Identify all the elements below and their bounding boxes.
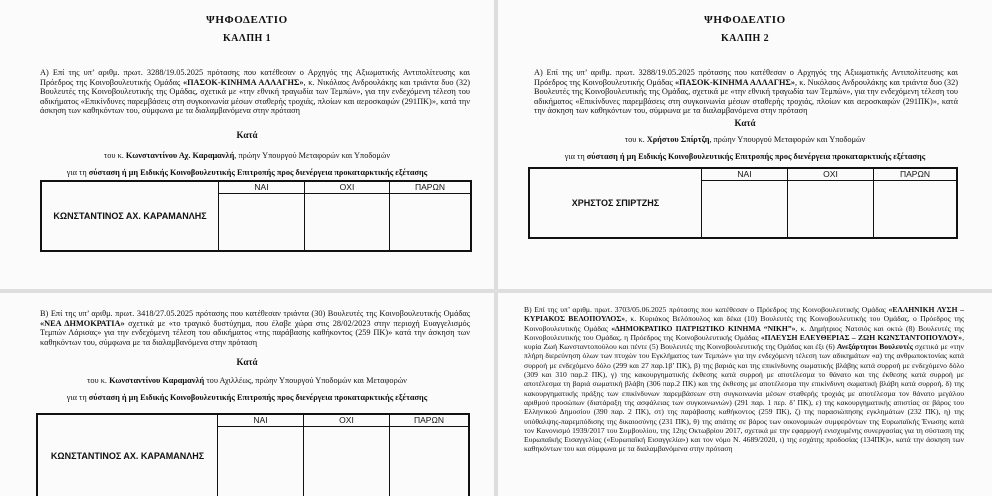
vote-box-no[interactable] (788, 181, 874, 237)
vote-header-present: ΠΑΡΩΝ (390, 415, 468, 427)
ballot1-proposal-a-page (0, 0, 494, 289)
vote-box-present[interactable] (874, 181, 956, 237)
vote-header-yes: ΝΑΙ (219, 182, 305, 194)
purpose-line: για τη σύσταση ή μη Ειδικής Κοινοβουλευτικής Επιτροπής προς διενέργεια προκαταρκτικής εξέτασης (66, 393, 428, 402)
proposal-a-text: Α) Επί της υπ’ αριθμ. πρωτ. 3288/19.05.2025 πρότασης που κατέθεσαν ο Αρχηγός της Αξιωματικής Αντιπολίτευσης και Πρόεδρος της Κοινοβουλευτικής Ομάδας «ΠΑΣΟΚ-ΚΙΝΗΜΑ ΑΛΛΑΓΗΣ», κ. Νικόλαος Ανδρουλάκης και τριάντα δυο (32) Βουλευτές της Κοινοβουλευτικής της Ομάδας, σχετικά με «την εθνική τραγωδία των Τεμπών», για την ενδεχόμενη τέλεση του αδικήματος «Επικίνδυνες παρεμβάσεις στη συγκοινωνία μέσων σταθερής τροχιάς, πλοίων και αεροσκαφών (291ΠΚ)», κατά την άσκηση των καθηκόντων του, σύμφωνα με τα διαλαμβανόμενα στην πρόταση (534, 68, 958, 116)
vote-box-no[interactable] (304, 427, 390, 496)
against-label: Κατά (734, 118, 756, 128)
vote-header-no: ΟΧΙ (788, 169, 874, 181)
against-person: του κ. Κωνσταντίνου Αχ. Καραμανλή, πρώην Υπουργού Μεταφορών και Υποδομών (103, 151, 391, 160)
vote-header-no: ΟΧΙ (304, 415, 390, 427)
vote-box-present[interactable] (390, 427, 468, 496)
against-label: Κατά (236, 130, 258, 140)
ballot1-proposal-b-page (0, 293, 494, 496)
candidate-name: ΧΡΗΣΤΟΣ ΣΠΙΡΤΖΗΣ (530, 169, 702, 237)
vote-header-yes: ΝΑΙ (702, 169, 788, 181)
vote-box-yes[interactable] (702, 181, 788, 237)
vote-header-present: ΠΑΡΩΝ (874, 169, 956, 181)
candidate-name: ΚΩΝΣΤΑΝΤΙΝΟΣ ΑΧ. ΚΑΡΑΜΑΝΛΗΣ (42, 182, 219, 250)
ballot-subtitle: ΚΑΛΠΗ 1 (222, 33, 272, 44)
vote-header-yes: ΝΑΙ (218, 415, 304, 427)
vote-table (40, 180, 472, 252)
proposal-a-text: Α) Επί της υπ’ αριθμ. πρωτ. 3288/19.05.2025 πρότασης που κατέθεσαν ο Αρχηγός της Αξιωματικής Αντιπολίτευσης και Πρόεδρος της Κοινοβουλευτικής Ομάδας «ΠΑΣΟΚ-ΚΙΝΗΜΑ ΑΛΛΑΓΗΣ», κ. Νικόλαος Ανδρουλάκης και τριάντα δυο (32) Βουλευτές της Κοινοβουλευτικής της Ομάδας, σχετικά με «την εθνική τραγωδία των Τεμπών», για την ενδεχόμενη τέλεση του αδικήματος «Επικίνδυνες παρεμβάσεις στη συγκοινωνία μέσων σταθερής τροχιάς, πλοίων και αεροσκαφών (291ΠΚ)», κατά την άσκηση των καθηκόντων του, σύμφωνα με τα διαλαμβανόμενα στην πρόταση (40, 68, 470, 116)
purpose-line: για τη σύσταση ή μη Ειδικής Κοινοβουλευτικής Επιτροπής προς διενέργεια προκαταρκτικής εξέτασης (66, 168, 428, 177)
vote-header-no: ΟΧΙ (305, 182, 390, 194)
ballot-title: ΨΗΦΟΔΕΛΤΙΟ (704, 14, 786, 26)
vote-box-yes[interactable] (219, 194, 305, 250)
purpose-line: για τη σύσταση ή μη Ειδικής Κοινοβουλευτικής Επιτροπής προς διενέργεια προκαταρκτικής εξέτασης (564, 152, 926, 161)
vote-box-present[interactable] (390, 194, 470, 250)
vote-table (528, 167, 958, 239)
vote-box-yes[interactable] (218, 427, 304, 496)
vote-table (36, 413, 470, 496)
against-person: του κ. Χρήστου Σπίρτζη, πρώην Υπουργού Μεταφορών και Υποδομών (624, 135, 866, 144)
against-label: Κατά (236, 357, 258, 367)
against-person: του κ. Κωνσταντίνου Καραμανλή του Αχιλλέως, πρώην Υπουργού Υποδομών και Μεταφορών (87, 376, 407, 385)
proposal-b-text: Β) Επί της υπ’ αριθμ. πρωτ. 3703/05.06.2025 πρότασης που κατέθεσαν ο Πρόεδρος της Κοινοβουλευτικής Ομάδας «ΕΛΛΗΝΙΚΗ ΛΥΣΗ – ΚΥΡΙΑΚΟΣ ΒΕΛΟΠΟΥΛΟΣ», κ. Κυριάκος Βελόπουλος και δέκα (10) Βουλευτές της Κοινοβουλευτικής του Ομάδας, ο Πρόεδρος της Κοινοβουλευτικής Ομάδας «ΔΗΜΟΚΡΑΤΙΚΟ ΠΑΤΡΙΩΤΙΚΟ ΚΙΝΗΜΑ “ΝΙΚΗ”», κ. Δημήτριος Νατσιός και οκτώ (8) Βουλευτές της Κοινοβουλευτικής του Ομάδας, η Πρόεδρος της Κοινοβουλευτικής Ομάδας «ΠΛΕΥΣΗ ΕΛΕΥΘΕΡΙΑΣ – ΖΩΗ ΚΩΝΣΤΑΝΤΟΠΟΥΛΟΥ», κυρία Ζωή Κωνσταντοπούλου και πέντε (5) Βουλευτές της Κοινοβουλευτικής της Ομάδας και έξι (6) Ανεξάρτητοι Βουλευτές σχετικά με «την πλήρη διερεύνηση όλων των πτυχών του Εγκλήματος των Τεμπών» για την ενδεχόμενη τέλεση των αδικημάτων «α) της ανθρωποκτονίας κατά συρροή με ενδεχόμενο δόλο (299 και 27 παρ.1β’ ΠΚ), β) της βαριάς και της επικίνδυνης σωματικής βλάβης κατά συρροή με ενδεχόμενο δόλο (309 και 310 παρ.2 ΠΚ), γ) της κακουργηματικής έκθεσης κατά συρροή με αποτέλεσμα το θάνατο και της έκθεσης κατά συρροή με αποτέλεσμα τη βαριά σωματική βλάβη (306 παρ.2 ΠΚ) και της έκθεσης με αποτέλεσμα την επικίνδυνη σωματική βλάβη κατά συρροή, δ) της κακουργηματικής πράξης των επικίνδυνων παρεμβάσεων στη συγκοινωνία μέσων σταθερής τροχιάς με αποτέλεσμα τον θάνατο μεγάλου αριθμού προσώπων (διατάραξη της ασφάλειας των συγκοινωνιών) (291 παρ. 1 περ. δ’ ΠΚ), ε) της κακουργηματικής απιστίας σε βάρος του Ελληνικού Δημοσίου (390 παρ. 2 ΠΚ), στ) της παράβασης καθήκοντος (259 ΠΚ), ζ) της παρασιώπησης εγκλημάτων (232 ΠΚ), η) της υπόθαλψης-παρεμπόδισης της δικαιοσύνης (231 ΠΚ), θ) της απάτης σε βάρος των οικονομικών συμφερόντων της Ευρωπαϊκής Ένωσης κατά τον Κανονισμό 1939/2017 του Συμβουλίου, της 12ης Οκτωβρίου 2017, σχετικά με την εφαρμογή ενισχυμένης συνεργασίας για τη σύσταση της Ευρωπαϊκής Εισαγγελίας («Ευρωπαϊκή Εισαγγελία») και τον νόμο Ν. 4689/2020, ι) της εσχάτης προδοσίας (134ΠΚ)», κατά την άσκηση των καθηκόντων του και σύμφωνα με τα διαλαμβανόμενα στην πρόταση (524, 305, 964, 454)
candidate-name: ΚΩΝΣΤΑΝΤΙΝΟΣ ΑΧ. ΚΑΡΑΜΑΝΛΗΣ (38, 415, 218, 496)
ballot-subtitle: ΚΑΛΠΗ 2 (720, 33, 770, 44)
ballot-title: ΨΗΦΟΔΕΛΤΙΟ (206, 14, 288, 26)
vote-box-no[interactable] (305, 194, 390, 250)
proposal-b-text: Β) Επί της υπ’ αριθμ. πρωτ. 3418/27.05.2025 πρότασης που κατέθεσαν τριάντα (30) Βουλευτές της Κοινοβουλευτικής Ομάδας «ΝΕΑ ΔΗΜΟΚΡΑΤΙΑ» σχετικά με «το τραγικό δυστύχημα, που έλαβε χώρα στις 28/02/2023 στην περιοχή Ευαγγελισμός Τεμπών Λάρισας» για την ενδεχόμενη τέλεση του αδικήματος «της παράβασης καθήκοντος (259 ΠΚ)» κατά την άσκηση των καθηκόντων του, σύμφωνα με τα διαλαμβανόμενα στην πρόταση (40, 309, 470, 347)
ballot2-proposal-a-page (498, 0, 992, 289)
ballot2-proposal-b-page (498, 293, 992, 496)
vote-header-present: ΠΑΡΩΝ (390, 182, 470, 194)
